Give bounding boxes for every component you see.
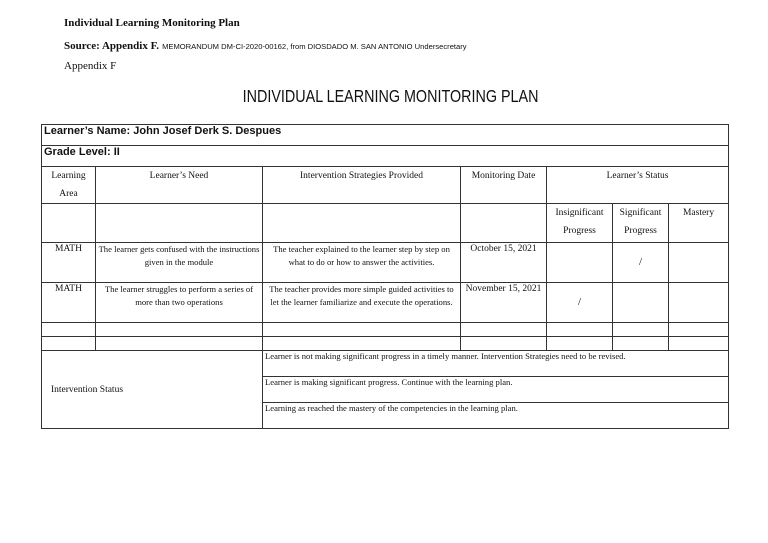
document-heading: Individual Learning Monitoring Plan xyxy=(64,17,240,29)
learner-name-row xyxy=(42,125,729,146)
empty-row xyxy=(42,323,729,337)
intervention-status-option: Learner is not making significant progress in a timely manner. Intervention Strategies need to be revised. xyxy=(263,351,729,377)
row-learning-area: MATH xyxy=(42,283,96,323)
row-monitoring-date: November 15, 2021 xyxy=(461,283,547,323)
row-significant-mark xyxy=(613,283,669,323)
intervention-status-row xyxy=(42,351,729,377)
source-line xyxy=(64,40,467,52)
row-insignificant-mark xyxy=(547,243,613,283)
col-monitoring-date: Monitoring Date xyxy=(461,167,547,204)
source-memo: MEMORANDUM DM-CI-2020-00162, from DIOSDADO M. SAN ANTONIO Undersecretary xyxy=(162,42,467,51)
row-learners-need: The learner struggles to perform a series of more than two operations xyxy=(96,283,263,323)
intervention-status-option: Learning as reached the mastery of the competencies in the learning plan. xyxy=(263,403,729,429)
appendix-label: Appendix F xyxy=(64,60,117,72)
table-row xyxy=(42,243,729,283)
grade-level-row xyxy=(42,146,729,167)
table-row xyxy=(42,283,729,323)
row-significant-mark: / xyxy=(613,243,669,283)
learner-name-label: Learner’s Name xyxy=(44,125,127,137)
col-learners-need: Learner’s Need xyxy=(96,167,263,204)
row-intervention: The teacher explained to the learner step by step on what to do or how to answer the activities. xyxy=(263,243,461,283)
source-label: Source: Appendix F. xyxy=(64,40,160,52)
row-learning-area: MATH xyxy=(42,243,96,283)
monitoring-plan-table xyxy=(41,124,729,429)
row-learners-need: The learner gets confused with the instructions given in the module xyxy=(96,243,263,283)
grade-level-value: : II xyxy=(106,146,120,158)
intervention-status-option: Learner is making significant progress. Continue with the learning plan. xyxy=(263,377,729,403)
row-mastery-mark xyxy=(669,283,729,323)
row-insignificant-mark: / xyxy=(547,283,613,323)
column-header-row xyxy=(42,167,729,204)
col-learning-area: Learning Area xyxy=(42,167,96,204)
col-learners-status: Learner’s Status xyxy=(547,167,729,204)
intervention-status-label: Intervention Status xyxy=(50,384,124,395)
status-subheader-row xyxy=(42,204,729,243)
row-intervention: The teacher provides more simple guided activities to let the learner familiarize and execute the operations. xyxy=(263,283,461,323)
grade-level-label: Grade Level xyxy=(44,146,107,158)
col-insignificant-progress: Insignificant Progress xyxy=(547,204,613,243)
row-monitoring-date: October 15, 2021 xyxy=(461,243,547,283)
page-title: INDIVIDUAL LEARNING MONITORING PLAN xyxy=(242,86,539,106)
col-mastery: Mastery xyxy=(669,204,729,243)
col-intervention: Intervention Strategies Provided xyxy=(263,167,461,204)
row-mastery-mark xyxy=(669,243,729,283)
col-significant-progress: Significant Progress xyxy=(613,204,669,243)
empty-row xyxy=(42,337,729,351)
learner-name-value: : John Josef Derk S. Despues xyxy=(126,125,282,137)
